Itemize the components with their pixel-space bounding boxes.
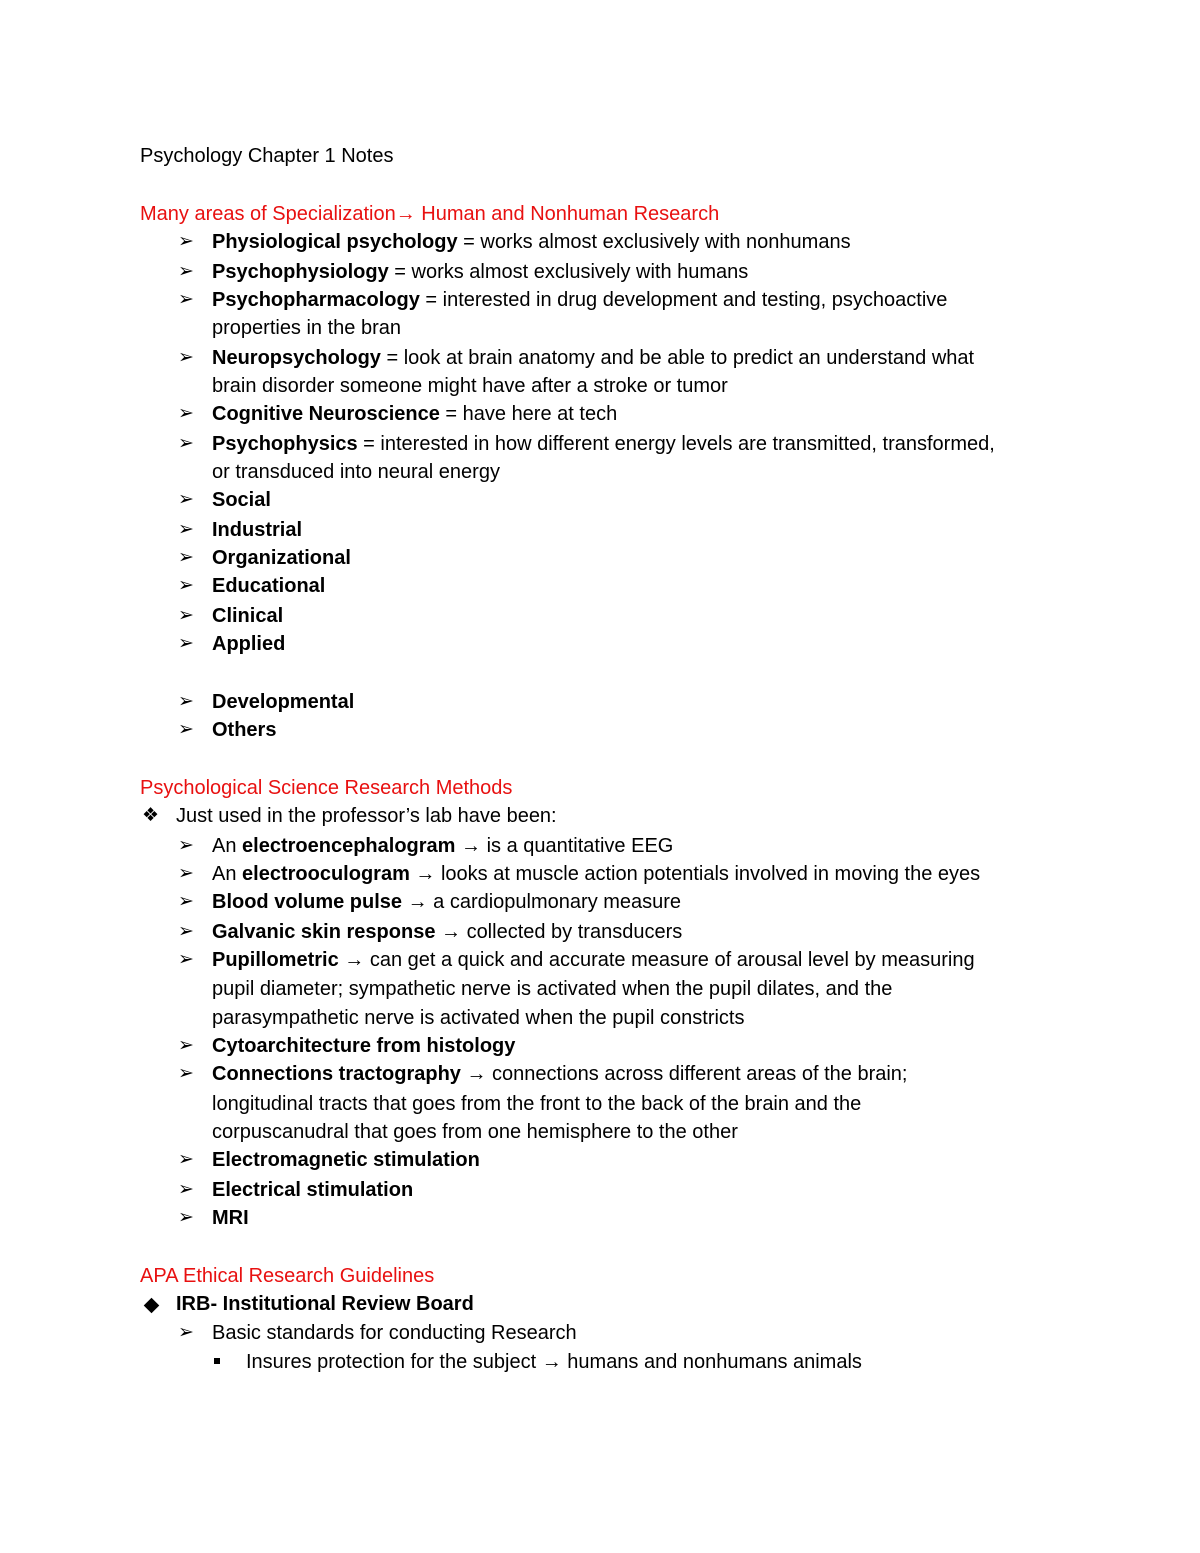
arrowhead-bullet-icon: ➢ — [178, 835, 194, 856]
arrowhead-bullet-icon: ➢ — [178, 1322, 194, 1343]
arrowhead-bullet-icon: ➢ — [178, 231, 194, 252]
list-item: Applied — [212, 633, 286, 655]
list-item-continuation: pupil diameter; sympathetic nerve is activated when the pupil dilates, and the — [212, 978, 893, 1000]
list-item: Blood volume pulse → a cardiopulmonary measure — [212, 891, 682, 913]
intro-line: Just used in the professor’s lab have been: — [176, 805, 557, 827]
arrow-icon: → — [460, 1063, 493, 1085]
list-item: Psychophysiology = works almost exclusively with humans — [212, 261, 749, 283]
list-item-continuation: properties in the bran — [212, 317, 402, 339]
arrowhead-bullet-icon: ➢ — [178, 949, 194, 970]
list-item: Social — [212, 489, 271, 511]
arrowhead-bullet-icon: ➢ — [178, 403, 194, 424]
arrowhead-bullet-icon: ➢ — [178, 633, 194, 654]
arrowhead-bullet-icon: ➢ — [178, 719, 194, 740]
list-item-continuation: or transduced into neural energy — [212, 461, 500, 483]
section-heading-apa-guidelines: APA Ethical Research Guidelines — [140, 1265, 435, 1287]
list-item-continuation: parasympathetic nerve is activated when the pupil constricts — [212, 1007, 745, 1029]
list-item: An electrooculogram → looks at muscle action potentials involved in moving the eyes — [212, 863, 981, 885]
document-title: Psychology Chapter 1 Notes — [140, 145, 394, 167]
list-item: Basic standards for conducting Research — [212, 1322, 577, 1344]
sub-list-item: Insures protection for the subject → humans and nonhumans animals — [246, 1351, 862, 1373]
list-item: Physiological psychology = works almost exclusively with nonhumans — [212, 231, 851, 253]
list-item: Psychophysics = interested in how different energy levels are transmitted, transformed, — [212, 433, 995, 455]
arrow-icon: → — [536, 1351, 568, 1373]
arrowhead-bullet-icon: ➢ — [178, 433, 194, 454]
arrowhead-bullet-icon: ➢ — [178, 519, 194, 540]
arrowhead-bullet-icon: ➢ — [178, 1207, 194, 1228]
arrowhead-bullet-icon: ➢ — [178, 489, 194, 510]
arrowhead-bullet-icon: ➢ — [178, 921, 194, 942]
list-item: Neuropsychology = look at brain anatomy and be able to predict an understand what — [212, 347, 975, 369]
arrowhead-bullet-icon: ➢ — [178, 547, 194, 568]
arrowhead-bullet-icon: ➢ — [178, 575, 194, 596]
list-item-continuation: brain disorder someone might have after a stroke or tumor — [212, 375, 728, 397]
arrowhead-bullet-icon: ➢ — [178, 1179, 194, 1200]
list-item: Pupillometric → can get a quick and accurate measure of arousal level by measuring — [212, 949, 975, 971]
list-item: Connections tractography → connections across different areas of the brain; — [212, 1063, 908, 1085]
list-item: Clinical — [212, 605, 284, 627]
arrow-icon: → — [455, 835, 487, 857]
list-item: Developmental — [212, 691, 355, 713]
irb-line: IRB- Institutional Review Board — [176, 1293, 474, 1315]
list-item: Educational — [212, 575, 326, 597]
list-item: Cytoarchitecture from histology — [212, 1035, 516, 1057]
arrow-icon: → — [435, 921, 467, 943]
arrowhead-bullet-icon: ➢ — [178, 289, 194, 310]
arrow-icon: → — [409, 863, 441, 885]
arrow-icon: → — [338, 949, 370, 971]
arrowhead-bullet-icon: ➢ — [178, 605, 194, 626]
section-heading-research-methods: Psychological Science Research Methods — [140, 777, 513, 799]
list-item: Psychopharmacology = interested in drug development and testing, psychoactive — [212, 289, 948, 311]
diamond-bullet-icon — [144, 1298, 160, 1314]
arrowhead-bullet-icon: ➢ — [178, 261, 194, 282]
arrowhead-bullet-icon: ➢ — [178, 891, 194, 912]
list-item: Organizational — [212, 547, 351, 569]
list-item: MRI — [212, 1207, 249, 1229]
list-item-continuation: corpuscanudral that goes from one hemisphere to the other — [212, 1121, 738, 1143]
list-item: Electromagnetic stimulation — [212, 1149, 480, 1171]
arrow-icon: → — [402, 891, 434, 913]
square-bullet-icon — [214, 1358, 220, 1364]
list-item: Others — [212, 719, 277, 741]
arrowhead-bullet-icon: ➢ — [178, 863, 194, 884]
list-item: An electroencephalogram → is a quantitative EEG — [212, 835, 674, 857]
arrow-icon: → — [395, 203, 416, 225]
list-item: Galvanic skin response → collected by transducers — [212, 921, 683, 943]
section-heading-specialization: Many areas of Specialization→ Human and Nonhuman Research — [140, 203, 720, 225]
list-item: Electrical stimulation — [212, 1179, 414, 1201]
arrowhead-bullet-icon: ➢ — [178, 1035, 194, 1056]
list-item: Industrial — [212, 519, 303, 541]
list-item-continuation: longitudinal tracts that goes from the front to the back of the brain and the — [212, 1093, 862, 1115]
list-item: Cognitive Neuroscience = have here at tech — [212, 403, 618, 425]
arrowhead-bullet-icon: ➢ — [178, 691, 194, 712]
four-diamond-bullet-icon: ❖ — [142, 805, 160, 826]
arrowhead-bullet-icon: ➢ — [178, 1149, 194, 1170]
arrowhead-bullet-icon: ➢ — [178, 347, 194, 368]
arrowhead-bullet-icon: ➢ — [178, 1063, 194, 1084]
